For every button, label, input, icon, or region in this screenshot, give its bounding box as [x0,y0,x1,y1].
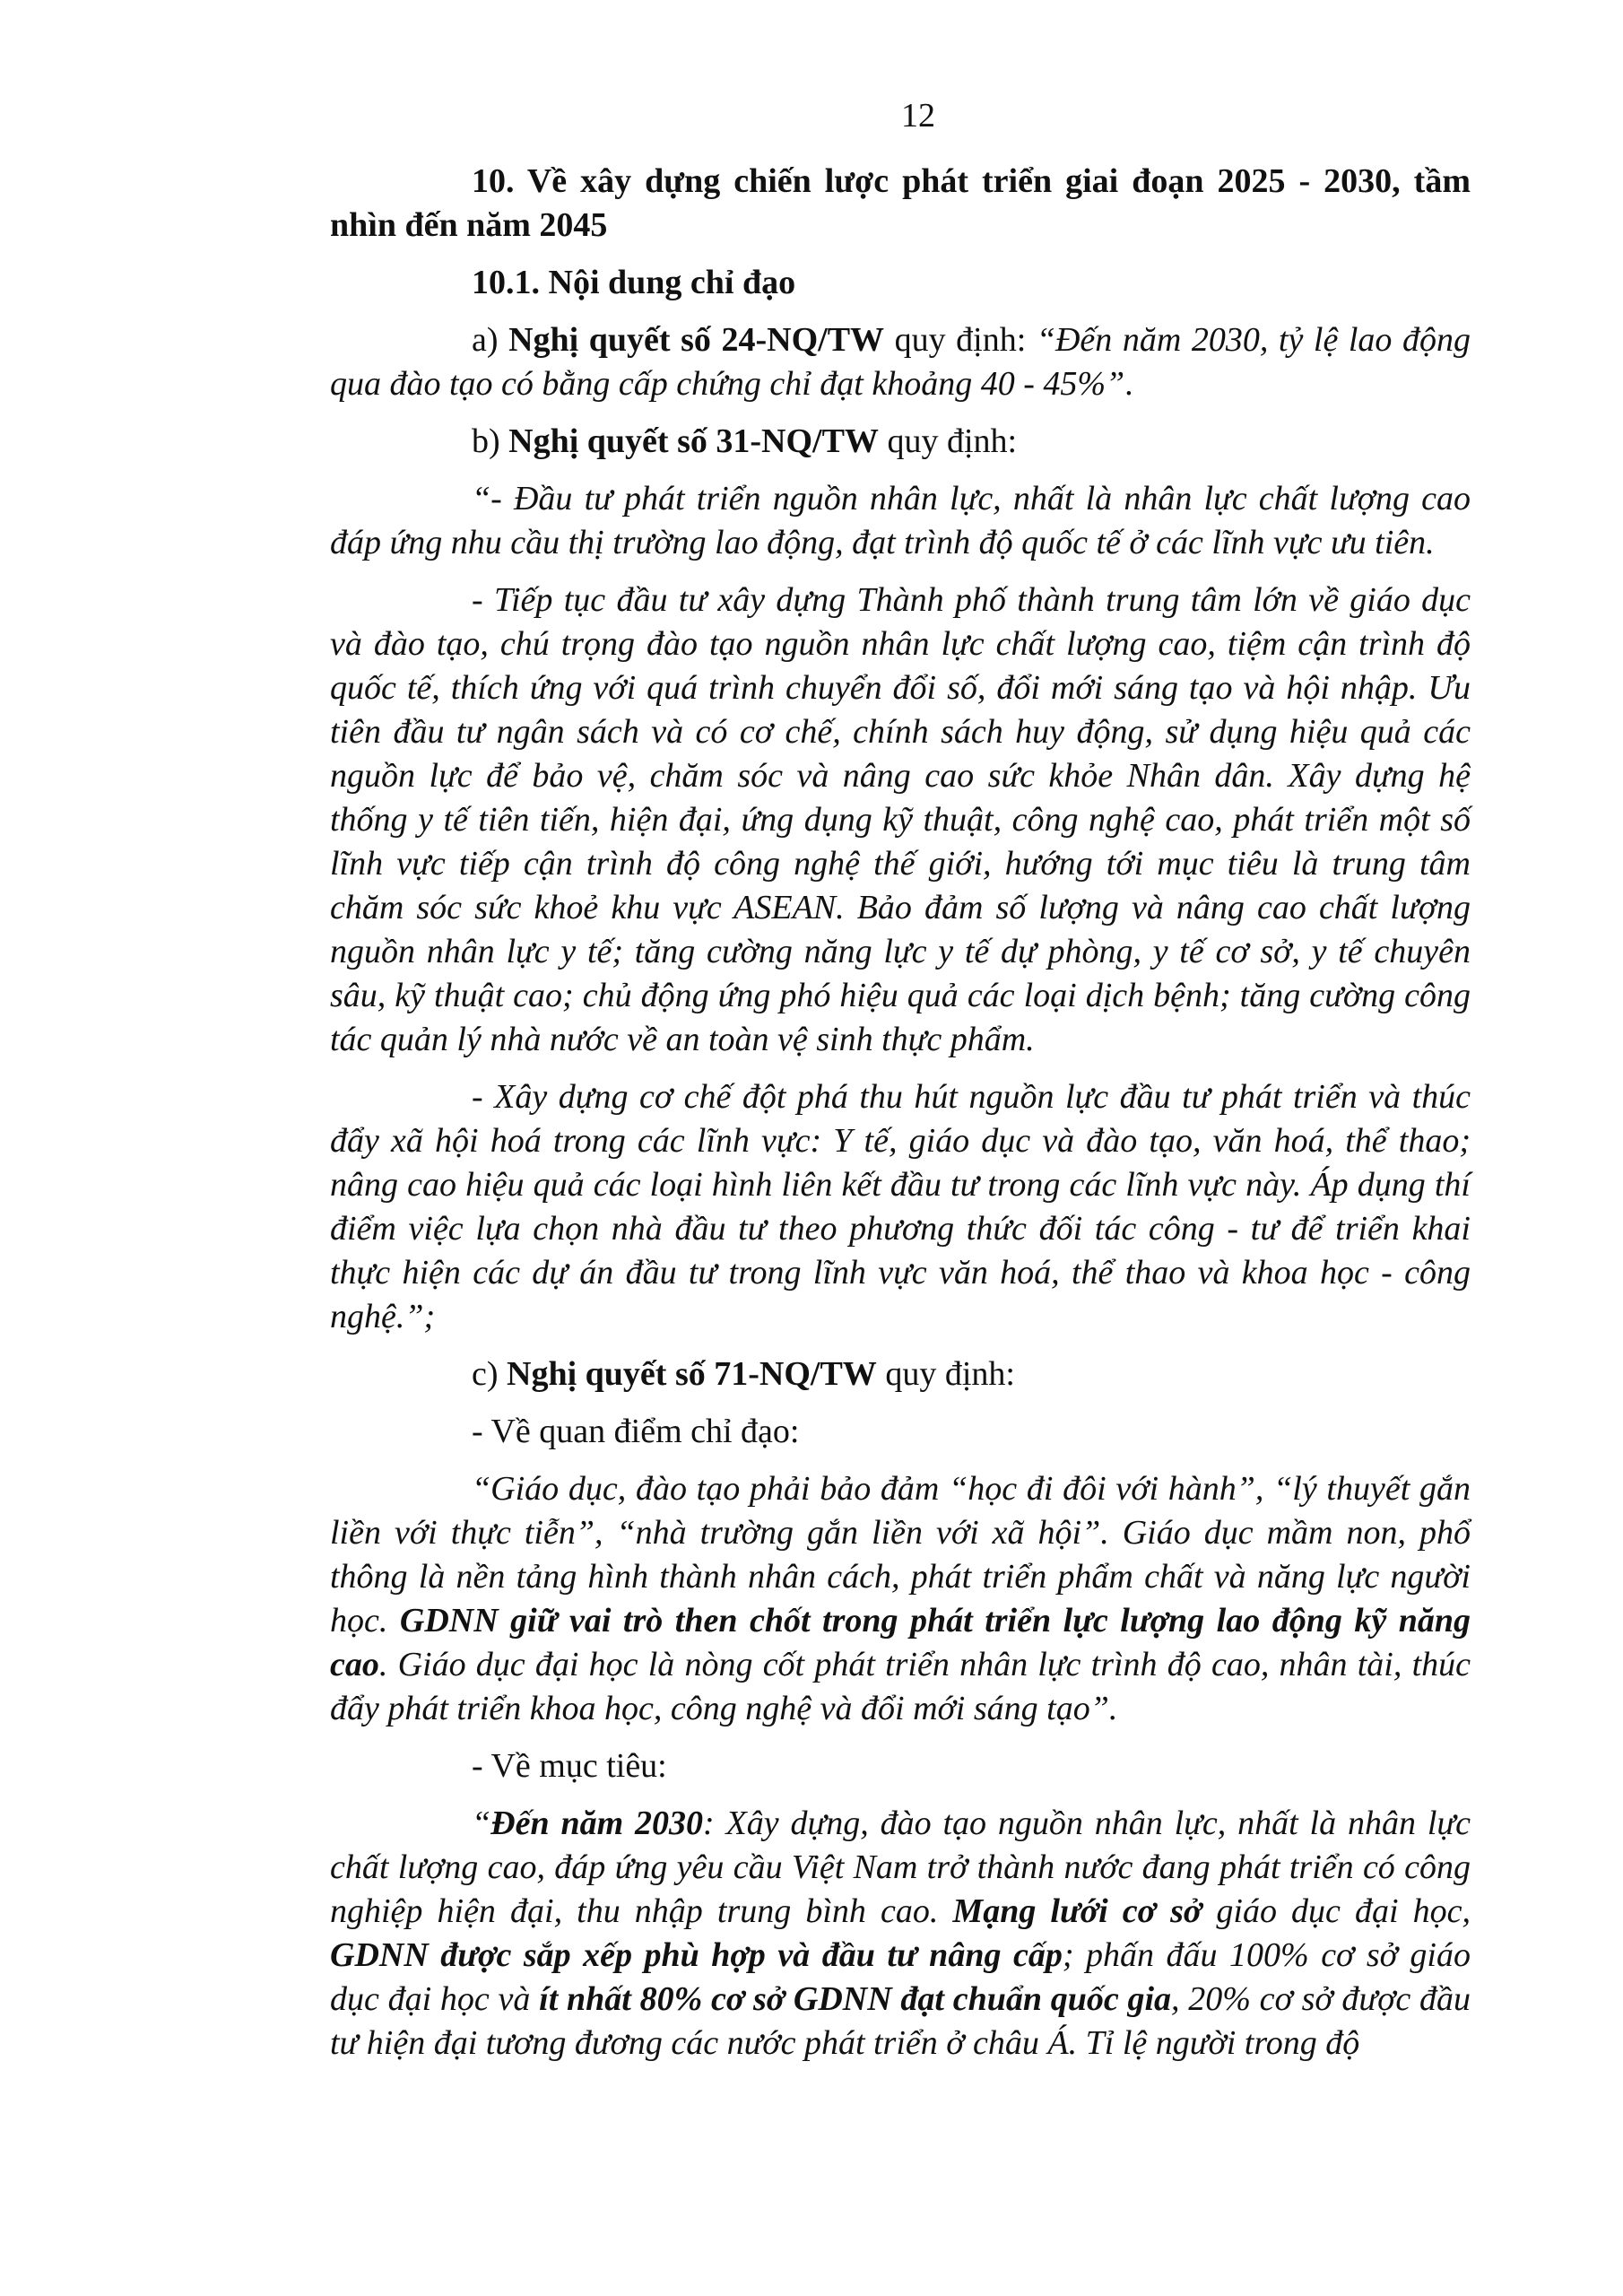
goal-label: - Về mục tiêu: [472,1747,667,1785]
goal-bold-1: Đến năm 2030 [490,1805,704,1842]
goal-part-2: giáo dục đại học, [1202,1892,1471,1930]
goal-part-3: ; phấn đấu 100% cơ sở giáo dục đại học và [330,1936,1471,2018]
section-heading-10-1: 10.1. Nội dung chỉ đạo [472,264,796,301]
item-b-quote-2: - Tiếp tục đầu tư xây dựng Thành phố thành trung tâm lớn về giáo dục và đào tạo, chú trọng đào tạo nguồn nhân lực chất lượng cao, tiệm cận trình độ quốc tế, thích ứng với quá trình chuyển đổi số, đổi mới sáng tạo và hội nhập. Ưu tiên đầu tư ngân sách và có cơ chế, chính sách huy động, sử dụng hiệu quả các nguồn lực để bảo vệ, chăm sóc và nâng cao sức khỏe Nhân dân. Xây dựng hệ thống y tế tiên tiến, hiện đại, ứng dụng kỹ thuật, công nghệ cao, phát triển một số lĩnh vực tiếp cận trình độ công nghệ thế giới, hướng tới mục tiêu là trung tâm chăm sóc sức khoẻ khu vực ASEAN. Bảo đảm số lượng và nâng cao chất lượng nguồn nhân lực y tế; tăng cường năng lực y tế dự phòng, y tế cơ sở, y tế chuyên sâu, kỹ thuật cao; chủ động ứng phó hiệu quả các loại dịch bệnh; tăng cường công tác quản lý nhà nước về an toàn vệ sinh thực phẩm. [330,581,1471,1058]
goal-bold-3: GDNN được sắp xếp phù hợp và đầu tư nâng cấp [330,1936,1063,1974]
item-a-verb: quy định: [884,321,1037,359]
item-c-verb: quy định: [876,1355,1015,1393]
goal-quote [330,1802,1471,2066]
viewpoint-label: - Về quan điểm chỉ đạo: [472,1413,800,1450]
goal-part-1: : Xây dựng, đào tạo nguồn nhân lực, nhất là nhân lực chất lượng cao, đáp ứng yêu cầu Việt Nam trở thành nước đang phát triển có công nghiệp hiện đại, thu nhập trung bình cao. [330,1805,1471,1930]
section-heading-10: 10. Về xây dựng chiến lược phát triển giai đoạn 2025 - 2030, tầm nhìn đến năm 2045 [330,162,1471,244]
document-page [330,94,1471,2079]
item-a-resolution: Nghị quyết số 24-NQ/TW [508,321,885,359]
item-b-verb: quy định: [878,422,1018,460]
item-b-paragraph [330,420,1471,464]
item-c-paragraph [330,1352,1471,1396]
item-b-prefix: b) [472,422,509,460]
viewpoint-part-1: “Giáo dục, đào tạo phải bảo đảm “học đi đôi với hành”, “lý thuyết gắn liền với thực tiễn”, “nhà trường gắn liền với xã hội”. Giáo dục mầm non, phổ thông là nền tảng hình thành nhân cách, phát triển phẩm chất và năng lực người học. [330,1470,1471,1639]
item-b-quote-3: - Xây dựng cơ chế đột phá thu hút nguồn lực đầu tư phát triển và thúc đẩy xã hội hoá trong các lĩnh vực: Y tế, giáo dục và đào tạo, văn hoá, thể thao; nâng cao hiệu quả các loại hình liên kết đầu tư trong các lĩnh vực này. Áp dụng thí điểm việc lựa chọn nhà đầu tư theo phương thức đối tác công - tư để triển khai thực hiện các dự án đầu tư trong lĩnh vực văn hoá, thể thao và khoa học - công nghệ.”; [330,1078,1471,1335]
viewpoint-bold-1: GDNN giữ vai trò then chốt trong phát triển lực lượng lao động kỹ năng cao [330,1602,1471,1683]
item-c-prefix: c) [472,1355,508,1393]
goal-part-4: , 20% cơ sở được đầu tư hiện đại tương đương các nước phát triển ở châu Á. Tỉ lệ người trong độ [330,1980,1471,2062]
item-a-quote: “Đến năm 2030, tỷ lệ lao động qua đào tạo có bằng cấp chứng chỉ đạt khoảng 40 - 45%” [330,321,1471,403]
item-a-end: . [1124,365,1133,403]
goal-bold-4: ít nhất 80% cơ sở GDNN đạt chuẩn quốc gia [539,1980,1172,2018]
goal-bold-2: Mạng lưới cơ sở [952,1892,1202,1930]
goal-open: “ [472,1805,491,1842]
item-b-quote-1: “- Đầu tư phát triển nguồn nhân lực, nhất là nhân lực chất lượng cao đáp ứng nhu cầu thị trường lao động, đạt trình độ quốc tế ở các lĩnh vực ưu tiên. [330,480,1471,561]
item-b-resolution: Nghị quyết số 31-NQ/TW [508,422,879,460]
viewpoint-part-2: . Giáo dục đại học là nòng cốt phát triển nhân lực trình độ cao, nhân tài, thúc đẩy phát triển khoa học, công nghệ và đổi mới sáng tạo”. [330,1646,1471,1727]
page-number: 12 [901,97,935,135]
item-a-prefix: a) [472,321,509,359]
item-c-resolution: Nghị quyết số 71-NQ/TW [507,1355,877,1393]
item-a-paragraph [330,318,1471,406]
viewpoint-quote [330,1467,1471,1731]
